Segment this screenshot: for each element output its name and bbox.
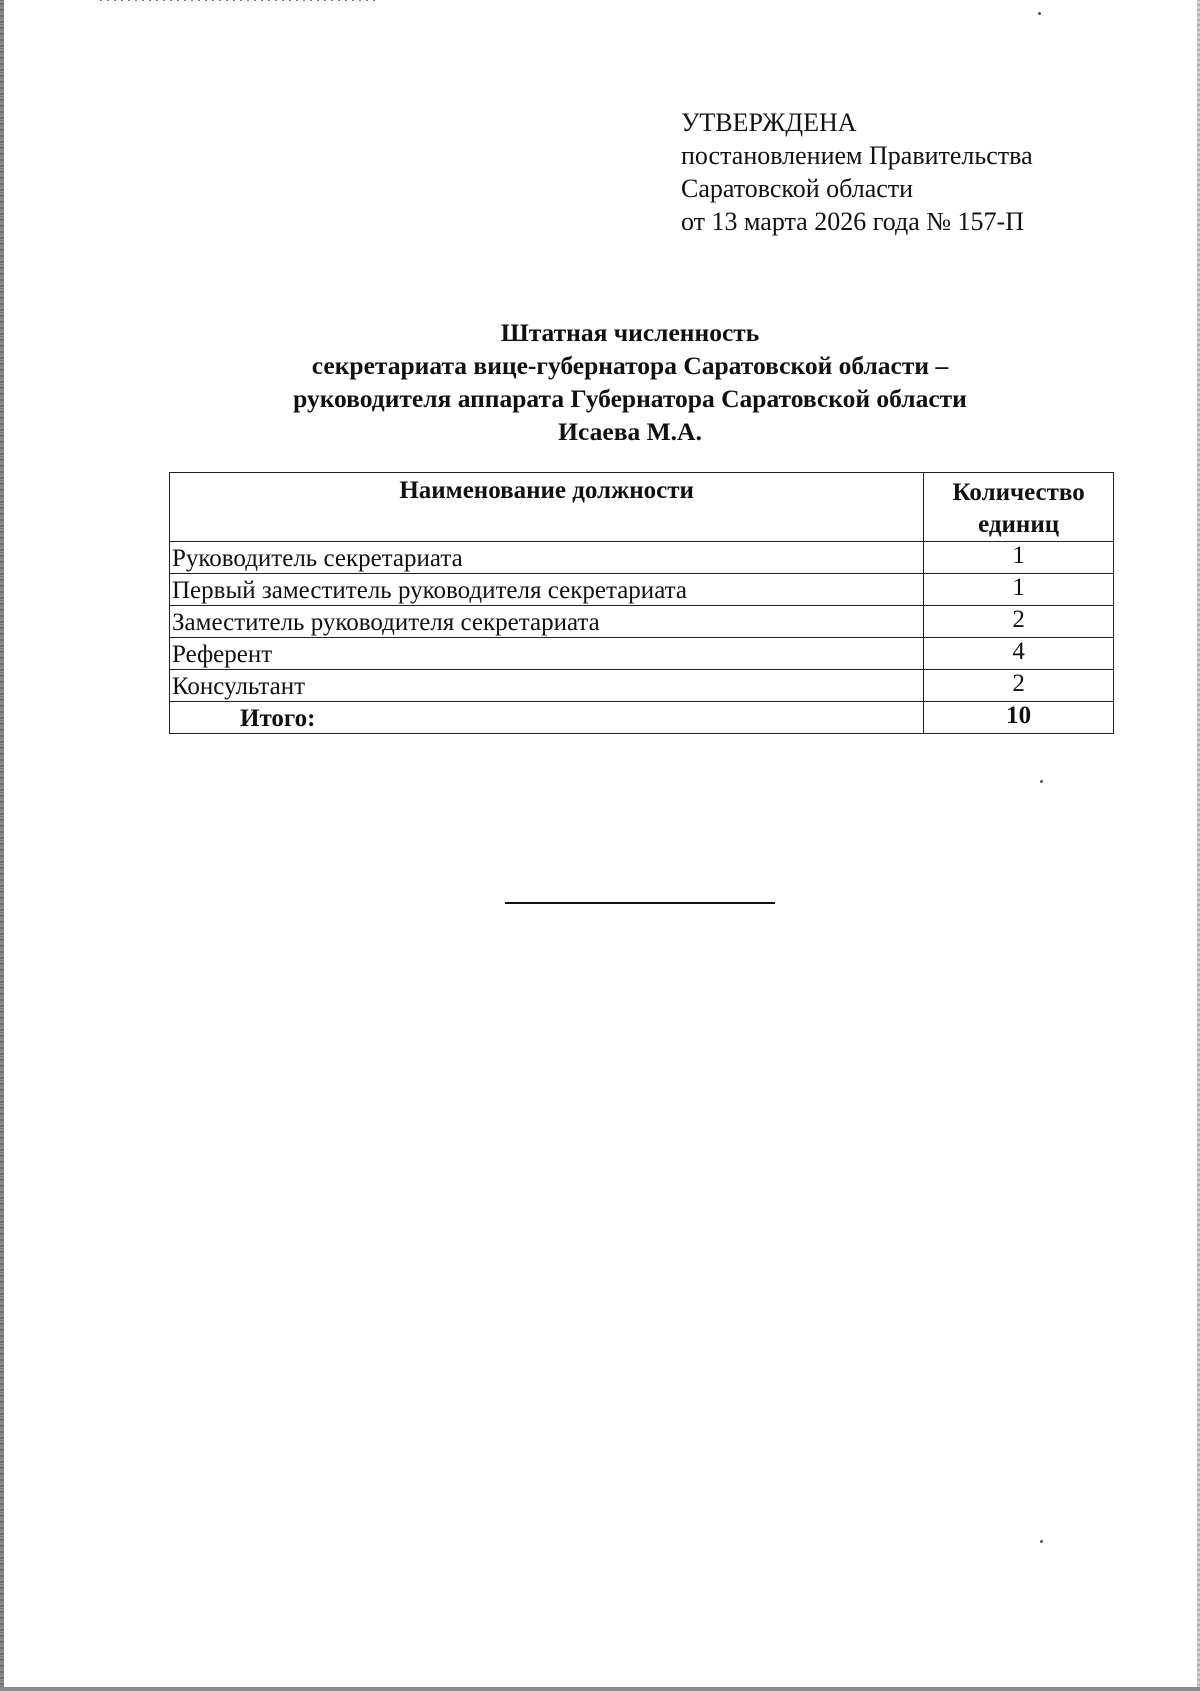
table-row (170, 606, 1114, 638)
total-count: 10 (924, 702, 1114, 734)
title-line-4: Исаева М.А. (558, 417, 702, 446)
unit-count: 2 (924, 670, 1114, 702)
header-position-name: Наименование должности (170, 473, 924, 542)
unit-count: 4 (924, 638, 1114, 670)
table-total-row (170, 702, 1114, 734)
position-name: Первый заместитель руководителя секретариата (170, 574, 924, 606)
scan-speck (1040, 780, 1043, 783)
table-row (170, 574, 1114, 606)
header-unit-count-line-1: Количество (952, 479, 1085, 506)
staff-table (169, 472, 1114, 734)
title-line-1: Штатная численность (500, 318, 760, 347)
unit-count: 1 (924, 574, 1114, 606)
scan-edge-bottom (0, 1687, 1200, 1691)
scan-speck (1038, 12, 1041, 15)
approval-line-approved: УТВЕРЖДЕНА (681, 108, 857, 137)
unit-count: 2 (924, 606, 1114, 638)
approval-line-date-number: от 13 марта 2026 года № 157-П (681, 207, 1024, 236)
approval-line-decree: постановлением Правительства (681, 141, 1033, 170)
table-row (170, 670, 1114, 702)
position-name: Заместитель руководителя секретариата (170, 606, 924, 638)
document-title (170, 316, 1090, 448)
position-name: Руководитель секретариата (170, 542, 924, 574)
header-unit-count (924, 473, 1114, 542)
approval-stamp (681, 106, 1121, 238)
scan-edge-top (100, 0, 380, 1)
table-header-row (170, 473, 1114, 542)
position-name: Консультант (170, 670, 924, 702)
table-row (170, 638, 1114, 670)
scan-edge-left (0, 0, 4, 1691)
title-line-2: секретариата вице-губернатора Саратовской области – (311, 351, 949, 380)
unit-count: 1 (924, 542, 1114, 574)
end-of-document-rule (505, 902, 775, 904)
scan-speck (1040, 1540, 1043, 1543)
table-row (170, 542, 1114, 574)
header-unit-count-line-2: единиц (978, 511, 1060, 538)
total-label: Итого: (170, 702, 924, 734)
position-name: Референт (170, 638, 924, 670)
title-line-3: руководителя аппарата Губернатора Саратовской области (293, 384, 967, 413)
approval-line-region: Саратовской области (681, 174, 914, 203)
